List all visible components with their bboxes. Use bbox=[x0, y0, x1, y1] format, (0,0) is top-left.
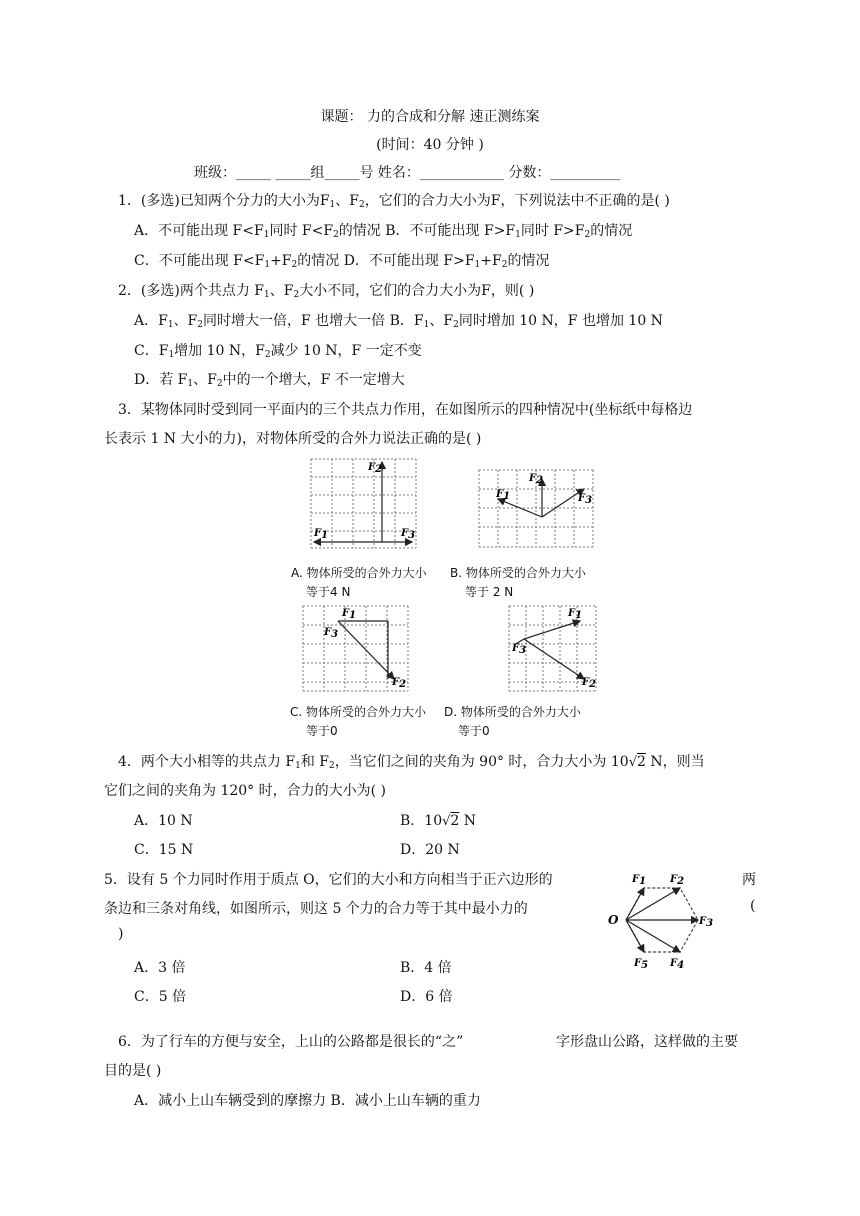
q5-option-d: D．6 倍 bbox=[400, 989, 453, 1005]
q5-line2-end: ( bbox=[750, 898, 756, 914]
q5-line1-end: 两 bbox=[742, 872, 756, 888]
origin-o-label: O bbox=[608, 913, 619, 927]
page-title: 课题： 力的合成和分解 速正测练案 bbox=[320, 109, 540, 125]
q2-option-ab: A．$F_1$、$F_2$同时增大一倍，F 也增大一倍 B．$F_1$、$F_2$同时增加 10 N，F 也增加 10 N bbox=[134, 313, 663, 330]
f2-label-b: F2 bbox=[529, 473, 544, 486]
q5-line3: ) bbox=[118, 926, 124, 942]
f3-label-a: F3 bbox=[401, 528, 416, 541]
f1-arrow-d bbox=[524, 621, 580, 639]
f2-label-a: F2 bbox=[368, 462, 383, 475]
q3-caption-c1: C. 物体所受的合外力大小 bbox=[290, 705, 427, 719]
f1-label-b: F1 bbox=[496, 489, 511, 502]
f2-label-hex: F2 bbox=[670, 874, 685, 887]
q3-figure-c bbox=[300, 603, 412, 695]
q1-option-cd: C．不可能出现 $F<F_1+F_2$的情况 D．不可能出现 $F>F_1+F_2$的情况 bbox=[134, 253, 550, 270]
q2-stem: 2．(多选)两个共点力 $F_1$、$F_2$大小不同，它们的合力大小为F，则( ) bbox=[118, 283, 535, 300]
q4-line1: 4．两个大小相等的共点力 $F_1$和 $F_2$，当它们之间的夹角为 90° 时，合力大小为 10√2 N，则当 bbox=[118, 754, 705, 771]
q6-option-ab: A．减小上山车辆受到的摩擦力 B．减小上山车辆的重力 bbox=[134, 1093, 481, 1109]
f3-label-hex: F3 bbox=[699, 916, 714, 929]
f1-label-c: F1 bbox=[342, 608, 357, 621]
time-limit: (时间：40 分钟 ) bbox=[376, 137, 484, 153]
f2-label-d: F2 bbox=[582, 677, 597, 690]
q4-line2: 它们之间的夹角为 120° 时，合力的大小为( ) bbox=[104, 783, 386, 799]
q5-option-a: A．3 倍 bbox=[134, 960, 186, 976]
f2-arrow-hex bbox=[626, 888, 680, 920]
f4-label-hex: F4 bbox=[670, 958, 685, 971]
f1-label-hex: F1 bbox=[632, 874, 647, 887]
q6-line1a: 6．为了行车的方便与安全，上山的公路都是很长的“之” bbox=[118, 1034, 464, 1050]
f2-label-c: F2 bbox=[392, 677, 407, 690]
q5-line1: 5．设有 5 个力同时作用于质点 O，它们的大小和方向相当于正六边形的 bbox=[104, 872, 553, 888]
f3-label-c: F3 bbox=[324, 627, 339, 640]
q5-option-b: B．4 倍 bbox=[400, 960, 452, 976]
student-info-line: 班级：_____ _____组_____号 姓名：____________ 分数：__________ bbox=[194, 165, 621, 181]
q6-line1b: 字形盘山公路，这样做的主要 bbox=[556, 1034, 738, 1050]
q4-option-b: B．10√2 N bbox=[400, 813, 477, 829]
q2-option-d: D．若 $F_1$、$F_2$中的一个增大，F 不一定增大 bbox=[134, 372, 405, 389]
q5-line2: 条边和三条对角线，如图所示，则这 5 个力的合力等于其中最小力的 bbox=[104, 901, 528, 917]
q3-line1: 3．某物体同时受到同一平面内的三个共点力作用，在如图所示的四种情况中(坐标纸中每格边 bbox=[118, 402, 693, 418]
q1-stem: 1．(多选)已知两个分力的大小为$F_1$、$F_2$，它们的合力大小为F，下列说法中不正确的是( ) bbox=[118, 193, 670, 210]
f1-label-d: F1 bbox=[568, 608, 583, 621]
q3-caption-c2: 等于0 bbox=[306, 724, 338, 738]
f1-label-a: F1 bbox=[314, 528, 329, 541]
f5-label-hex: F5 bbox=[634, 958, 649, 971]
q3-caption-d2: 等于0 bbox=[458, 724, 490, 738]
f3-label-b: F3 bbox=[578, 493, 593, 506]
q5-hexagon-figure bbox=[604, 866, 716, 974]
q3-caption-b2: 等于 2 N bbox=[465, 585, 514, 599]
q2-option-c: C．$F_1$增加 10 N，$F_2$减少 10 N，F 一定不变 bbox=[134, 343, 422, 360]
f3-label-d: F3 bbox=[512, 643, 527, 656]
q3-caption-a1: A. 物体所受的合外力大小 bbox=[291, 566, 427, 580]
q3-figure-d bbox=[506, 603, 600, 695]
q4-option-d: D．20 N bbox=[400, 842, 460, 858]
q6-line2: 目的是( ) bbox=[104, 1063, 162, 1079]
q3-caption-d1: D. 物体所受的合外力大小 bbox=[444, 705, 581, 719]
q3-caption-b1: B. 物体所受的合外力大小 bbox=[450, 566, 586, 580]
q1-option-ab: A．不可能出现 $F<F_1$同时 $F<F_2$的情况 B．不可能出现 $F>F_1$同时 $F>F_2$的情况 bbox=[134, 223, 633, 240]
q3-caption-a2: 等于4 N bbox=[306, 585, 351, 599]
q4-option-c: C．15 N bbox=[134, 842, 194, 858]
q3-line2: 长表示 1 N 大小的力)，对物体所受的合外力说法正确的是( ) bbox=[104, 431, 482, 447]
q5-option-c: C．5 倍 bbox=[134, 989, 187, 1005]
q4-option-a: A．10 N bbox=[134, 813, 193, 829]
q3-figure-a bbox=[308, 456, 420, 552]
f4-arrow-hex bbox=[626, 920, 680, 952]
q3-figure-b bbox=[476, 467, 596, 551]
f2-arrow-d bbox=[524, 639, 584, 679]
